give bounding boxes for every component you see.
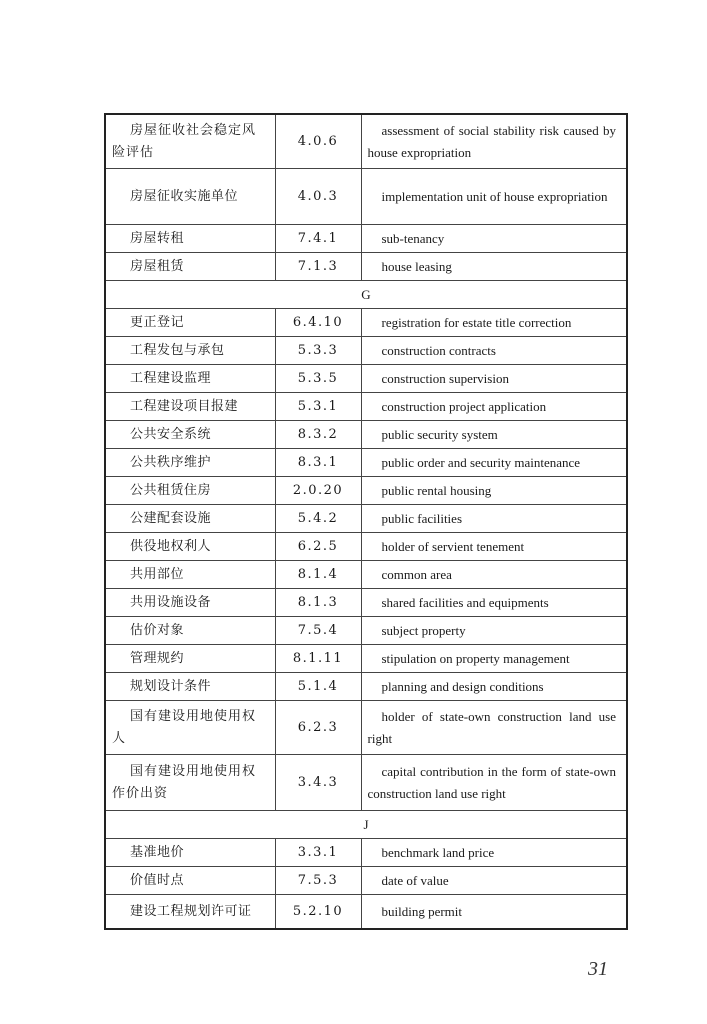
clause-number: 7.1.3	[275, 253, 361, 281]
term-chinese: 估价对象	[105, 617, 275, 645]
table-row	[105, 225, 627, 253]
term-chinese: 公共租赁住房	[105, 477, 275, 505]
term-english: house leasing	[361, 253, 627, 281]
term-chinese: 房屋征收社会稳定风险评估	[105, 114, 275, 169]
table-row	[105, 477, 627, 505]
term-chinese: 共用部位	[105, 561, 275, 589]
section-header-row	[105, 281, 627, 309]
term-english: holder of state-own construction land use right	[361, 701, 627, 755]
term-chinese: 基准地价	[105, 839, 275, 867]
clause-number: 5.3.5	[275, 365, 361, 393]
term-english: public facilities	[361, 505, 627, 533]
clause-number: 2.0.20	[275, 477, 361, 505]
term-chinese: 工程建设项目报建	[105, 393, 275, 421]
term-chinese: 价值时点	[105, 867, 275, 895]
table-row	[105, 505, 627, 533]
table-row	[105, 253, 627, 281]
section-letter: G	[105, 281, 627, 309]
clause-number: 5.3.3	[275, 337, 361, 365]
term-chinese: 公建配套设施	[105, 505, 275, 533]
term-english: capital contribution in the form of state-own construction land use right	[361, 755, 627, 811]
table-row	[105, 337, 627, 365]
term-chinese: 国有建设用地使用权人	[105, 701, 275, 755]
clause-number: 8.3.1	[275, 449, 361, 477]
term-chinese: 供役地权利人	[105, 533, 275, 561]
table-row	[105, 393, 627, 421]
clause-number: 7.4.1	[275, 225, 361, 253]
section-header-row	[105, 811, 627, 839]
term-english: subject property	[361, 617, 627, 645]
term-chinese: 规划设计条件	[105, 673, 275, 701]
clause-number: 8.1.11	[275, 645, 361, 673]
term-english: public rental housing	[361, 477, 627, 505]
term-chinese: 工程发包与承包	[105, 337, 275, 365]
term-english: benchmark land price	[361, 839, 627, 867]
clause-number: 6.4.10	[275, 309, 361, 337]
table-row	[105, 365, 627, 393]
term-english: construction contracts	[361, 337, 627, 365]
term-english: assessment of social stability risk caused by house expropriation	[361, 114, 627, 169]
term-english: implementation unit of house expropriation	[361, 169, 627, 225]
table-row	[105, 867, 627, 895]
glossary-table	[104, 113, 628, 930]
table-row	[105, 449, 627, 477]
term-english: building permit	[361, 895, 627, 930]
term-chinese: 房屋转租	[105, 225, 275, 253]
table-row	[105, 561, 627, 589]
term-chinese: 工程建设监理	[105, 365, 275, 393]
clause-number: 7.5.4	[275, 617, 361, 645]
clause-number: 3.4.3	[275, 755, 361, 811]
term-english: construction supervision	[361, 365, 627, 393]
term-chinese: 房屋租赁	[105, 253, 275, 281]
clause-number: 4.0.3	[275, 169, 361, 225]
term-english: date of value	[361, 867, 627, 895]
clause-number: 8.3.2	[275, 421, 361, 449]
term-chinese: 公共秩序维护	[105, 449, 275, 477]
table-row	[105, 895, 627, 930]
clause-number: 4.0.6	[275, 114, 361, 169]
table-row	[105, 589, 627, 617]
clause-number: 5.2.10	[275, 895, 361, 930]
term-english: shared facilities and equipments	[361, 589, 627, 617]
table-row	[105, 701, 627, 755]
term-english: construction project application	[361, 393, 627, 421]
term-chinese: 共用设施设备	[105, 589, 275, 617]
table-row	[105, 617, 627, 645]
term-english: holder of servient tenement	[361, 533, 627, 561]
term-chinese: 建设工程规划许可证	[105, 895, 275, 930]
term-chinese: 更正登记	[105, 309, 275, 337]
table-row	[105, 169, 627, 225]
table-row	[105, 421, 627, 449]
term-english: common area	[361, 561, 627, 589]
term-english: public security system	[361, 421, 627, 449]
table-row	[105, 114, 627, 169]
table-row	[105, 645, 627, 673]
table-row	[105, 755, 627, 811]
table-row	[105, 533, 627, 561]
clause-number: 5.3.1	[275, 393, 361, 421]
table-row	[105, 309, 627, 337]
clause-number: 5.1.4	[275, 673, 361, 701]
page-number: 31	[588, 958, 608, 980]
term-english: registration for estate title correction	[361, 309, 627, 337]
section-letter: J	[105, 811, 627, 839]
term-chinese: 房屋征收实施单位	[105, 169, 275, 225]
clause-number: 7.5.3	[275, 867, 361, 895]
term-english: sub-tenancy	[361, 225, 627, 253]
term-chinese: 公共安全系统	[105, 421, 275, 449]
table-row	[105, 673, 627, 701]
term-chinese: 管理规约	[105, 645, 275, 673]
table-row	[105, 839, 627, 867]
clause-number: 6.2.3	[275, 701, 361, 755]
term-chinese: 国有建设用地使用权作价出资	[105, 755, 275, 811]
clause-number: 8.1.4	[275, 561, 361, 589]
clause-number: 3.3.1	[275, 839, 361, 867]
clause-number: 5.4.2	[275, 505, 361, 533]
term-english: planning and design conditions	[361, 673, 627, 701]
term-english: stipulation on property management	[361, 645, 627, 673]
clause-number: 6.2.5	[275, 533, 361, 561]
term-english: public order and security maintenance	[361, 449, 627, 477]
clause-number: 8.1.3	[275, 589, 361, 617]
